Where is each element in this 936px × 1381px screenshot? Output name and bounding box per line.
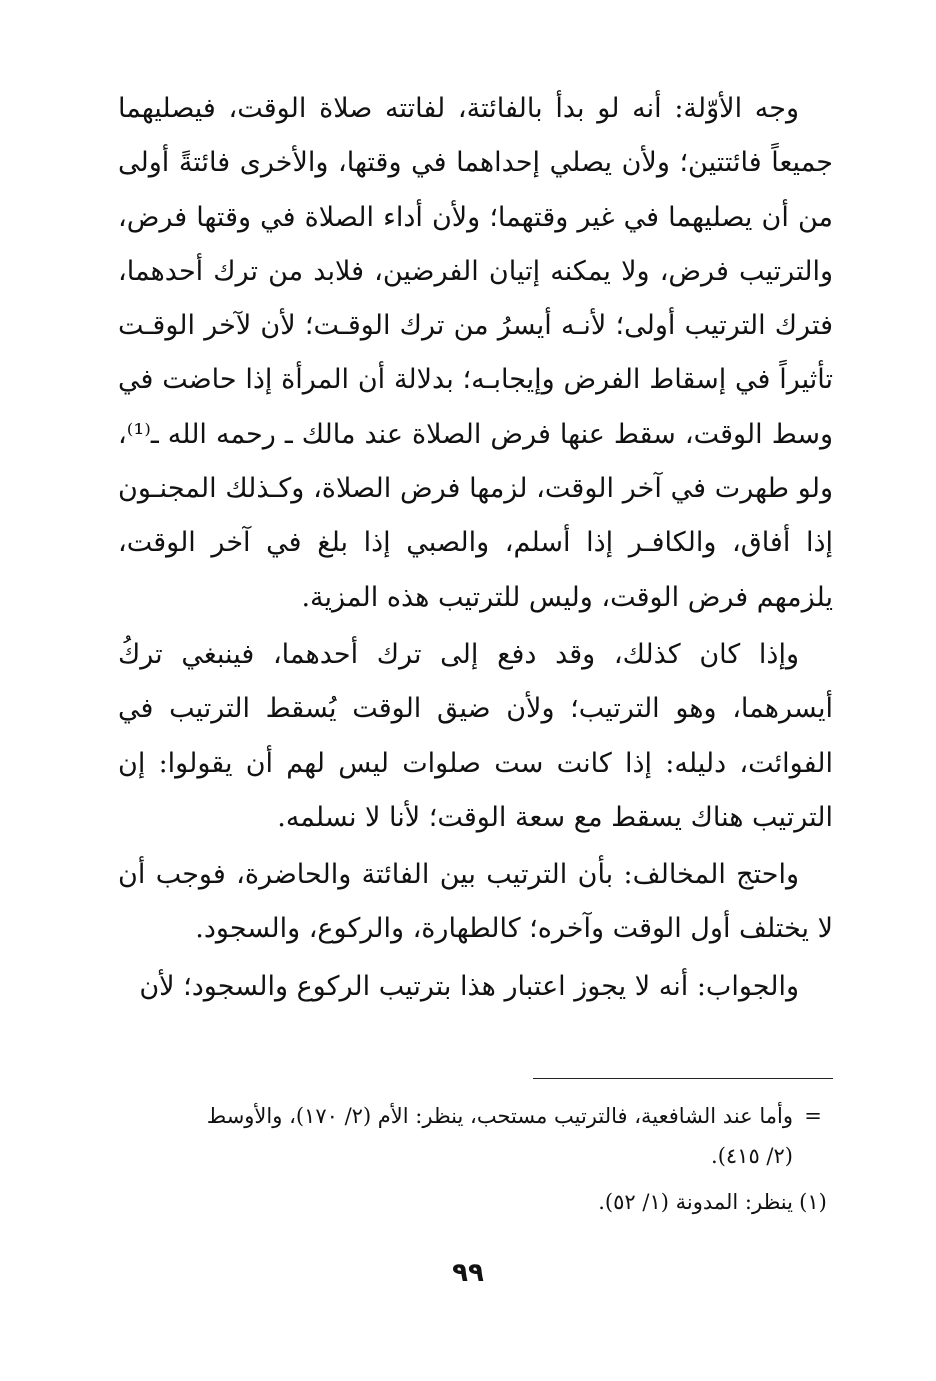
footnote-1-mark: (١) [799, 1190, 827, 1214]
footnote-continuation-line-2: (٢/ ٤١٥). [711, 1144, 793, 1168]
footnote-1-text: ينظر: المدونة (١/ ٥٢). [598, 1190, 793, 1214]
paragraph-1: وجه الأوّلة: أنه لو بدأ بالفائتة، لفاتته صلاة الوقت، فيصليهما جميعاً فائتتين؛ ولأن يصلي إحداهما في وقتها، والأخرى فائتةً أولى من أن يصليهما في غير وقتهما؛ ولأن أداء الصلاة في وقتها فرض، والترتيب فرض، ولا يمكنه إتيان الفرضين، فلابد من ترك أحدهما، فترك الترتيب أولى؛ لأنـه أيسرُ من ترك الوقـت؛ لأن لآخر الوقـت تأثيراً في إسقاط الفرض وإيجابـه؛ بدلالة أن المرأة إذا حاضت في وسط الوقت، سقط عنها فرض الصلاة عند مالك ـ رحمه الله ـ⁽¹⁾، ولو طهرت في آخر الوقت، لزمها فرض الصلاة، وكـذلك المجنـون إذا أفاق، والكافـر إذا أسلم، والصبي إذا بلغ في آخر الوقت، يلزمهم فرض الوقت، وليس للترتيب هذه المزية. [118, 93, 834, 613]
footnote-separator [533, 1078, 833, 1079]
paragraph-2: وإذا كان كذلك، وقد دفع إلى ترك أحدهما، فينبغي تركُ أيسرهما، وهو الترتيب؛ ولأن ضيق الوقت يُسقط الترتيب في الفوائت، دليله: إذا كانت ست صلوات ليس لهم أن يقولوا: إن الترتيب هناك يسقط مع سعة الوقت؛ لأنا لا نسلمه. [118, 638, 833, 833]
footnotes [118, 1096, 833, 1222]
footnote-spacer [793, 1136, 833, 1176]
page-number: ٩٩ [452, 1258, 484, 1288]
footnote-1 [118, 1182, 833, 1222]
footnote-continuation [118, 1096, 833, 1136]
footnote-continuation-line-1: وأما عند الشافعية، فالترتيب مستحب، ينظر: الأم (٢/ ١٧٠)، والأوسط [206, 1104, 793, 1128]
footnote-continuation-mark: = [804, 1104, 822, 1128]
paragraph-3: واحتج المخالف: بأن الترتيب بين الفائتة والحاضرة، فوجب أن لا يختلف أول الوقت وآخره؛ كالطهارة، والركوع، والسجود. [118, 859, 833, 945]
footnote-continuation-2 [118, 1136, 833, 1176]
main-text [118, 82, 834, 1214]
paragraph-4: والجواب: أنه لا يجوز اعتبار هذا بترتيب الركوع والسجود؛ لأن [139, 970, 799, 1002]
